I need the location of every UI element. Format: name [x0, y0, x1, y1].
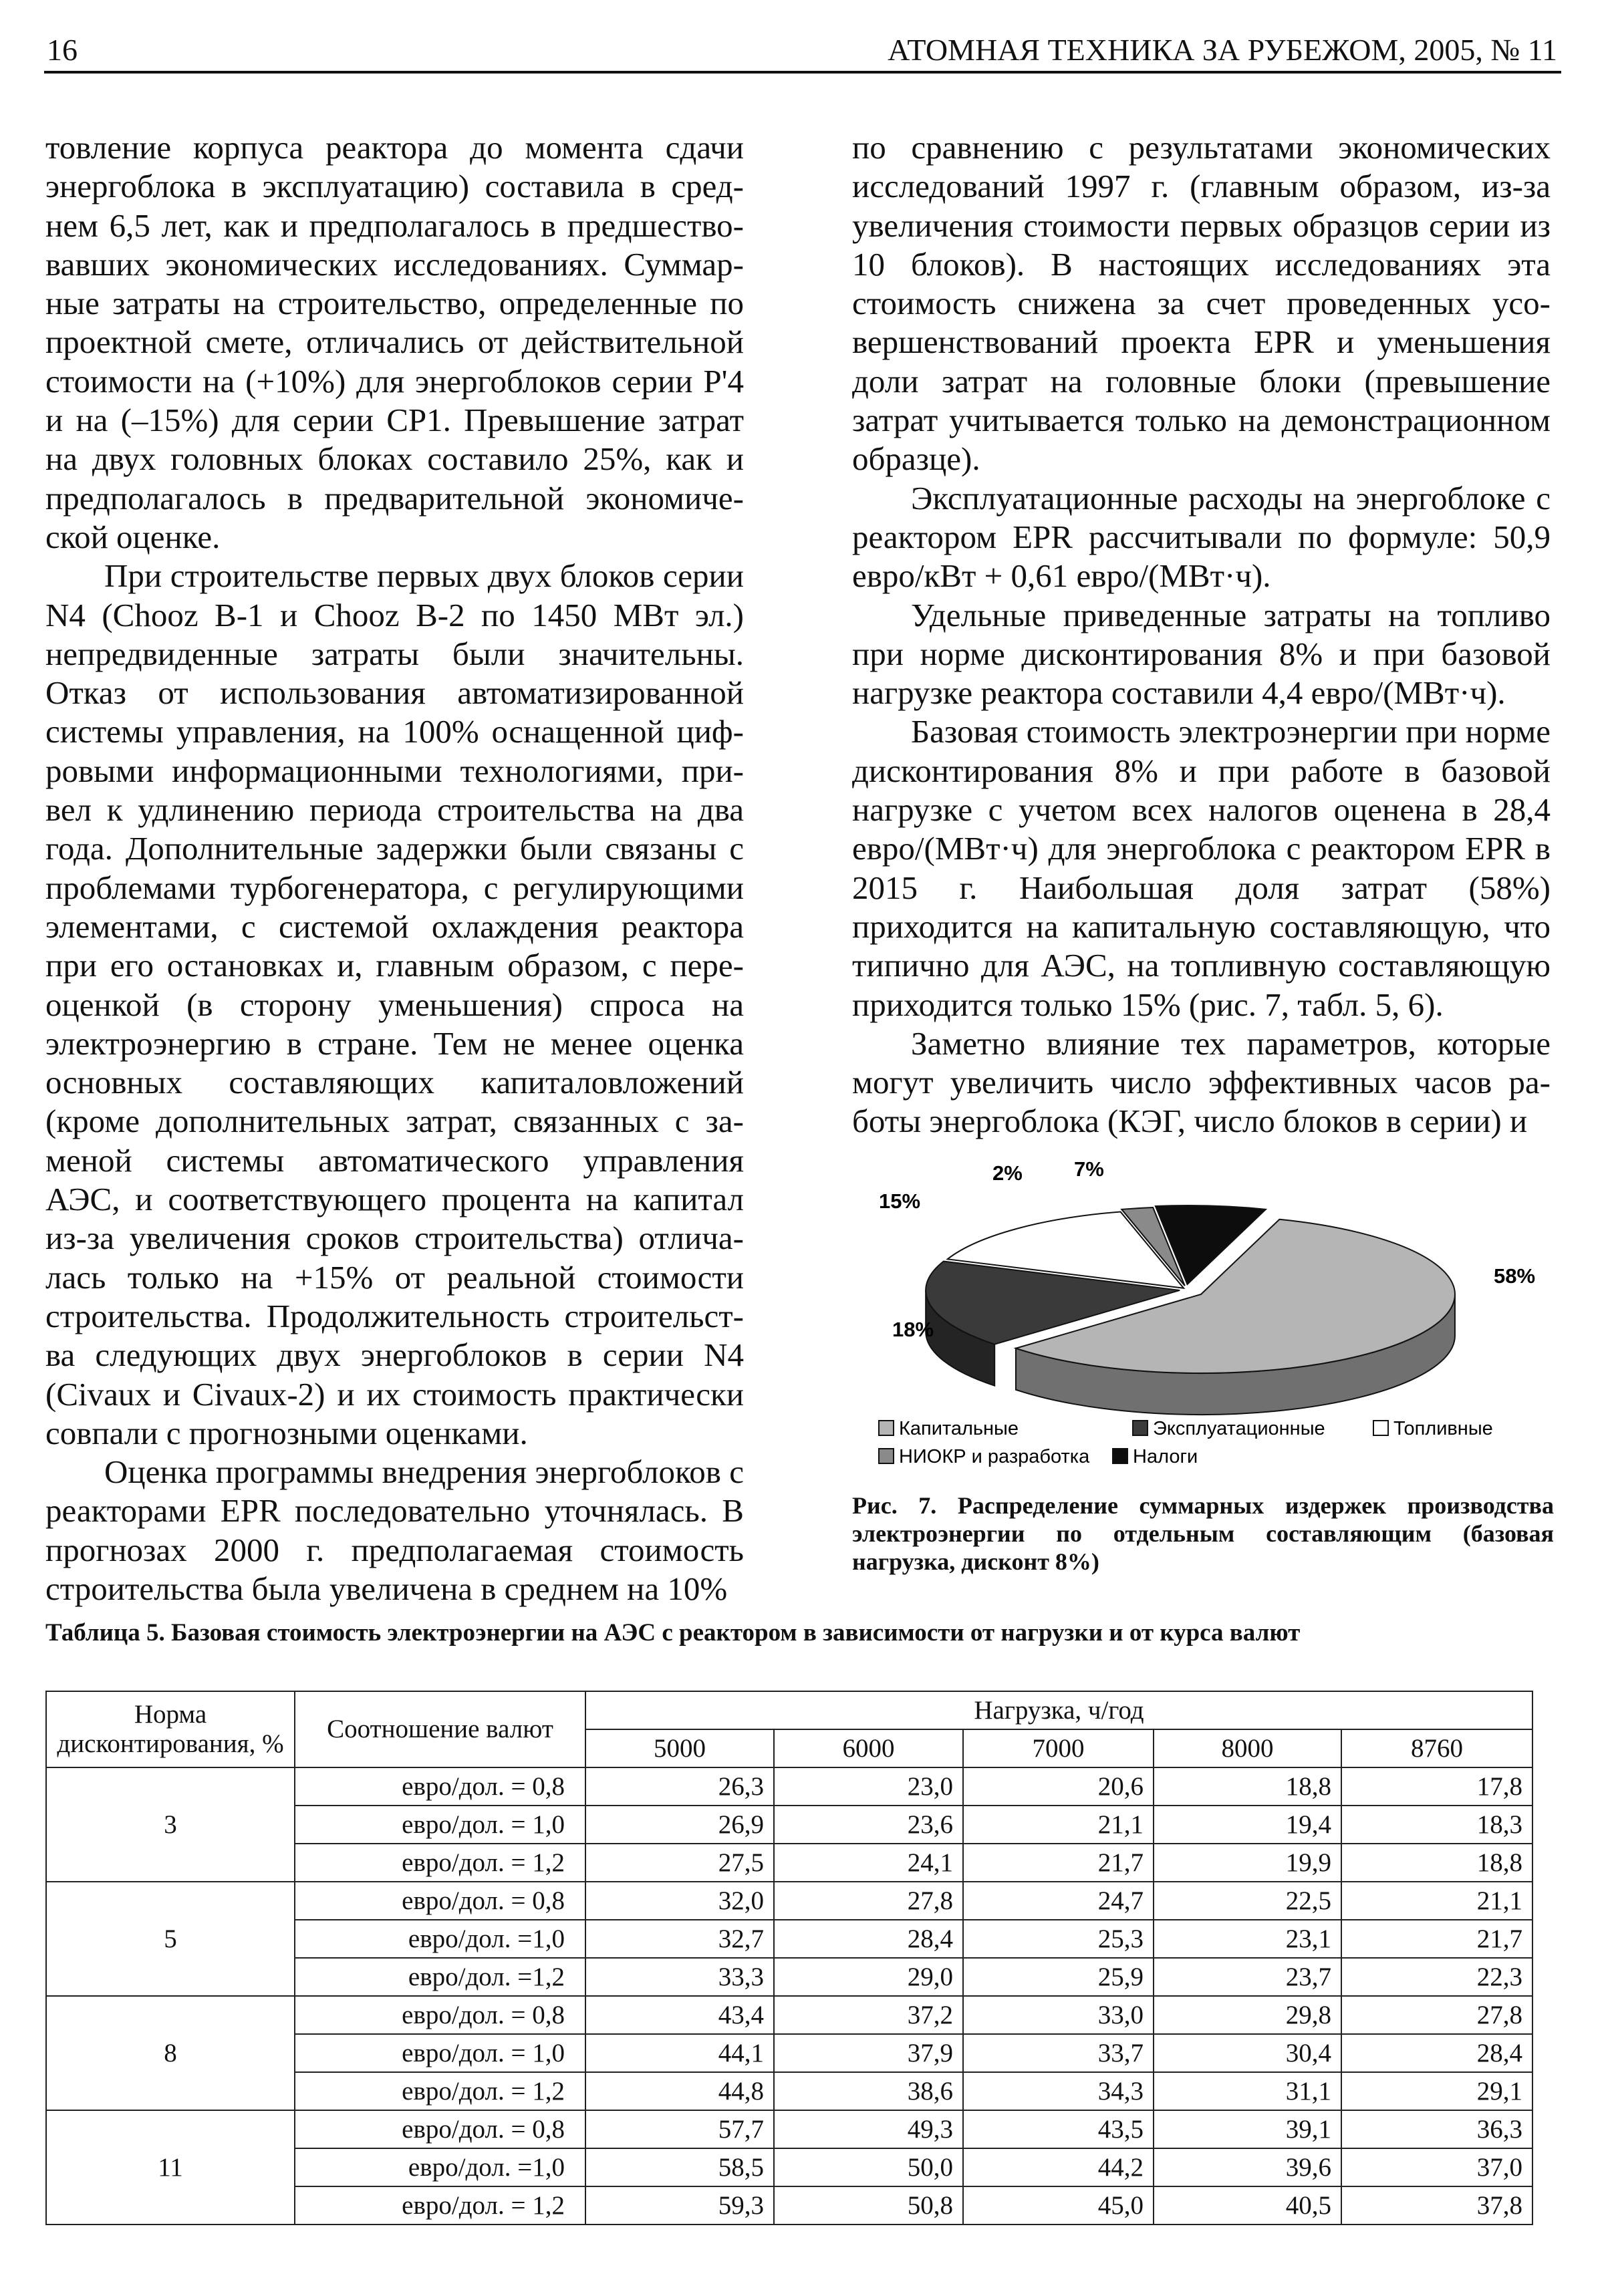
table-row: [46, 1882, 1532, 1920]
value-cell: 23,0: [774, 1767, 963, 1806]
legend-swatch-3: [1373, 1421, 1388, 1435]
value-cell: 37,8: [1341, 2186, 1532, 2225]
value-cell: 58,5: [585, 2148, 774, 2186]
value-cell: 28,4: [1341, 2034, 1532, 2072]
header-ratio: Соотношение валют: [295, 1691, 585, 1767]
value-cell: 27,5: [585, 1844, 774, 1882]
pie-chart: [852, 1156, 1554, 1517]
value-cell: 21,1: [1341, 1882, 1532, 1920]
value-cell: 29,8: [1154, 1996, 1341, 2034]
legend-swatch-1: [879, 1421, 894, 1435]
value-cell: 37,2: [774, 1996, 963, 2034]
value-cell: 19,9: [1154, 1844, 1341, 1882]
table-title: Таблица 5. Базовая стоимость электроэнергии на АЭС с реактором в зависимости от нагрузки и от курса валют: [45, 1619, 1301, 1646]
legend-swatch-4: [879, 1449, 894, 1463]
paragraph: Удельные приведенные затраты на топливо при норме дисконтирования 8% и при базовой нагрузке реактора составили 4,4 евро/(МВт·ч).: [852, 596, 1551, 712]
header-load-6000: 6000: [774, 1729, 963, 1767]
legend-label-5: Налоги: [1133, 1446, 1198, 1467]
value-cell: 36,3: [1341, 2110, 1532, 2148]
ratio-cell: евро/дол. = 0,8: [295, 1882, 585, 1920]
left-column: [45, 128, 744, 1608]
value-cell: 18,3: [1341, 1806, 1532, 1844]
paragraph: Заметно влияние тех параметров, которые могут увеличить число эффективных часов работы энергоблока (КЭГ, число блоков в серии) и: [852, 1024, 1551, 1140]
data-table: [45, 1691, 1533, 2225]
value-cell: 25,3: [963, 1920, 1154, 1958]
value-cell: 38,6: [774, 2072, 963, 2110]
header-load-8000: 8000: [1154, 1729, 1341, 1767]
value-cell: 21,1: [963, 1806, 1154, 1844]
paragraph: Базовая стоимость электроэнергии при норме дисконтирования 8% и при работе в базовой нагрузке с учетом всех налогов оценена в 28,4 евро/(МВт·ч) для энергоблока с реактором EPR в 2015 г. Наибольшая доля затрат (58%) приходится на капитальную составляющую, что типично для АЭС, на топливную составляющую приходится только 15% (рис. 7, табл. 5, 6).: [852, 713, 1551, 1023]
value-cell: 32,0: [585, 1882, 774, 1920]
paragraph: Эксплуатационные расходы на энергоблоке с реактором EPR рассчитывали по формуле: 50,9 евро/кВт + 0,61 евро/(МВт·ч).: [852, 479, 1551, 595]
ratio-cell: евро/дол. =1,0: [295, 2148, 585, 2186]
value-cell: 23,7: [1154, 1958, 1341, 1996]
ratio-cell: евро/дол. = 1,0: [295, 1806, 585, 1844]
value-cell: 44,8: [585, 2072, 774, 2110]
paragraph: При строительстве первых двух блоков серии N4 (Chooz B-1 и Chooz B-2 по 1450 МВт эл.) непредвиденные затраты были значительны. Отказ от использования автоматизированной системы управления, на 100% оснащенной цифровыми информационными технологиями, привел к удлинению периода строительства на два года. Дополнительные задержки были связаны с проблемами турбогенератора, с регулирующими элементами, с системой охлаждения реактора при его остановках и, главным образом, с переоценкой (в сторону уменьшения) спроса на электроэнергию в стране. Тем не менее оценка основных составляющих капиталовложений (кроме дополнительных затрат, связанных с заменой системы автоматического управления АЭС, и соответствующего процента на капитал из-за увеличения сроков строительства) отличалась только на +15% от реальной стоимости строительства. Продолжительность строительства следующих двух энергоблоков в серии N4 (Civaux и Civaux-2) и их стоимость практически совпали с прогнозными оценками.: [45, 557, 744, 1451]
value-cell: 25,9: [963, 1958, 1154, 1996]
page-number: 16: [47, 33, 78, 67]
ratio-cell: евро/дол. = 1,2: [295, 1844, 585, 1882]
value-cell: 28,4: [774, 1920, 963, 1958]
value-cell: 21,7: [963, 1844, 1154, 1882]
value-cell: 49,3: [774, 2110, 963, 2148]
discount-cell: 8: [46, 1996, 295, 2110]
slice-label-4: 2%: [992, 1161, 1023, 1185]
value-cell: 32,7: [585, 1920, 774, 1958]
running-header: АТОМНАЯ ТЕХНИКА ЗА РУБЕЖОМ, 2005, № 11: [888, 33, 1557, 67]
ratio-cell: евро/дол. = 1,2: [295, 2072, 585, 2110]
legend-label-4: НИОКР и разработка: [899, 1446, 1090, 1467]
value-cell: 37,0: [1341, 2148, 1532, 2186]
ratio-cell: евро/дол. =1,2: [295, 1958, 585, 1996]
header-load-8760: 8760: [1341, 1729, 1532, 1767]
value-cell: 33,7: [963, 2034, 1154, 2072]
value-cell: 31,1: [1154, 2072, 1341, 2110]
value-cell: 24,7: [963, 1882, 1154, 1920]
value-cell: 37,9: [774, 2034, 963, 2072]
value-cell: 22,5: [1154, 1882, 1341, 1920]
header-load-7000: 7000: [963, 1729, 1154, 1767]
ratio-cell: евро/дол. = 0,8: [295, 2110, 585, 2148]
legend-swatch-2: [1133, 1421, 1148, 1435]
value-cell: 40,5: [1154, 2186, 1341, 2225]
paragraph: по сравнению с результатами экономических исследований 1997 г. (главным образом, из-за увеличения стоимости первых образцов серии из 10 блоков). В настоящих исследованиях эта стоимость снижена за счет проведенных усовершенствований проекта EPR и уменьшения доли затрат на головные блоки (превышение затрат учитывается только на демонстрационном образце).: [852, 129, 1551, 478]
table-row: [46, 1996, 1532, 2034]
value-cell: 43,4: [585, 1996, 774, 2034]
ratio-cell: евро/дол. =1,0: [295, 1920, 585, 1958]
table-row: [46, 1767, 1532, 1806]
value-cell: 29,1: [1341, 2072, 1532, 2110]
value-cell: 34,3: [963, 2072, 1154, 2110]
value-cell: 33,0: [963, 1996, 1154, 2034]
value-cell: 27,8: [1341, 1996, 1532, 2034]
value-cell: 17,8: [1341, 1767, 1532, 1806]
discount-cell: 11: [46, 2110, 295, 2225]
paragraph: Оценка программы внедрения энергоблоков с реакторами EPR последовательно уточнялась. В прогнозах 2000 г. предполагаемая стоимость строительства была увеличена в среднем на 10%: [45, 1453, 744, 1607]
figure-7-pie-chart: [852, 1156, 1554, 1517]
value-cell: 39,1: [1154, 2110, 1341, 2148]
value-cell: 18,8: [1341, 1844, 1532, 1882]
value-cell: 33,3: [585, 1958, 774, 1996]
value-cell: 27,8: [774, 1882, 963, 1920]
header-discount: Норма дисконтирования, %: [46, 1691, 295, 1767]
table-header-row: [46, 1691, 1532, 1729]
value-cell: 20,6: [963, 1767, 1154, 1806]
value-cell: 29,0: [774, 1958, 963, 1996]
header-load-5000: 5000: [585, 1729, 774, 1767]
table-row: [46, 2110, 1532, 2148]
value-cell: 24,1: [774, 1844, 963, 1882]
ratio-cell: евро/дол. = 0,8: [295, 1996, 585, 2034]
value-cell: 43,5: [963, 2110, 1154, 2148]
value-cell: 21,7: [1341, 1920, 1532, 1958]
value-cell: 26,9: [585, 1806, 774, 1844]
value-cell: 26,3: [585, 1767, 774, 1806]
discount-cell: 3: [46, 1767, 295, 1882]
value-cell: 50,8: [774, 2186, 963, 2225]
slice-label-1: 58%: [1494, 1264, 1536, 1288]
value-cell: 23,6: [774, 1806, 963, 1844]
value-cell: 59,3: [585, 2186, 774, 2225]
discount-cell: 5: [46, 1882, 295, 1996]
right-column: [852, 128, 1551, 1141]
value-cell: 57,7: [585, 2110, 774, 2148]
value-cell: 23,1: [1154, 1920, 1341, 1958]
paragraph: товление корпуса реактора до момента сдачи энергоблока в эксплуатацию) составила в среднем 6,5 лет, как и предполагалось в предшествовавших экономических исследованиях. Суммарные затраты на строительство, определенные по проектной смете, отличались от действительной стоимости на (+10%) для энергоблоков серии P'4 и на (–15%) для серии CP1. Превышение затрат на двух головных блоках составило 25%, как и предполагалось в предварительной экономической оценке.: [45, 129, 744, 555]
value-cell: 30,4: [1154, 2034, 1341, 2072]
ratio-cell: евро/дол. = 1,0: [295, 2034, 585, 2072]
ratio-cell: евро/дол. = 0,8: [295, 1767, 585, 1806]
ratio-cell: евро/дол. = 1,2: [295, 2186, 585, 2225]
header-rule: [44, 71, 1561, 74]
figure-caption: Рис. 7. Распределение суммарных издержек производства электроэнергии по отдельным составляющим (базовая нагрузка, дисконт 8%): [852, 1492, 1554, 1575]
value-cell: 39,6: [1154, 2148, 1341, 2186]
legend-label-1: Капитальные: [899, 1418, 1019, 1439]
value-cell: 18,8: [1154, 1767, 1341, 1806]
legend-swatch-5: [1113, 1449, 1127, 1463]
value-cell: 44,1: [585, 2034, 774, 2072]
value-cell: 44,2: [963, 2148, 1154, 2186]
value-cell: 22,3: [1341, 1958, 1532, 1996]
slice-label-2: 18%: [892, 1318, 934, 1341]
value-cell: 19,4: [1154, 1806, 1341, 1844]
legend-label-2: Эксплуатационные: [1153, 1418, 1325, 1439]
slice-label-3: 15%: [879, 1189, 921, 1213]
slice-label-5: 7%: [1074, 1157, 1104, 1181]
value-cell: 45,0: [963, 2186, 1154, 2225]
legend-label-3: Топливные: [1393, 1418, 1493, 1439]
header-load: Нагрузка, ч/год: [585, 1691, 1532, 1729]
value-cell: 50,0: [774, 2148, 963, 2186]
